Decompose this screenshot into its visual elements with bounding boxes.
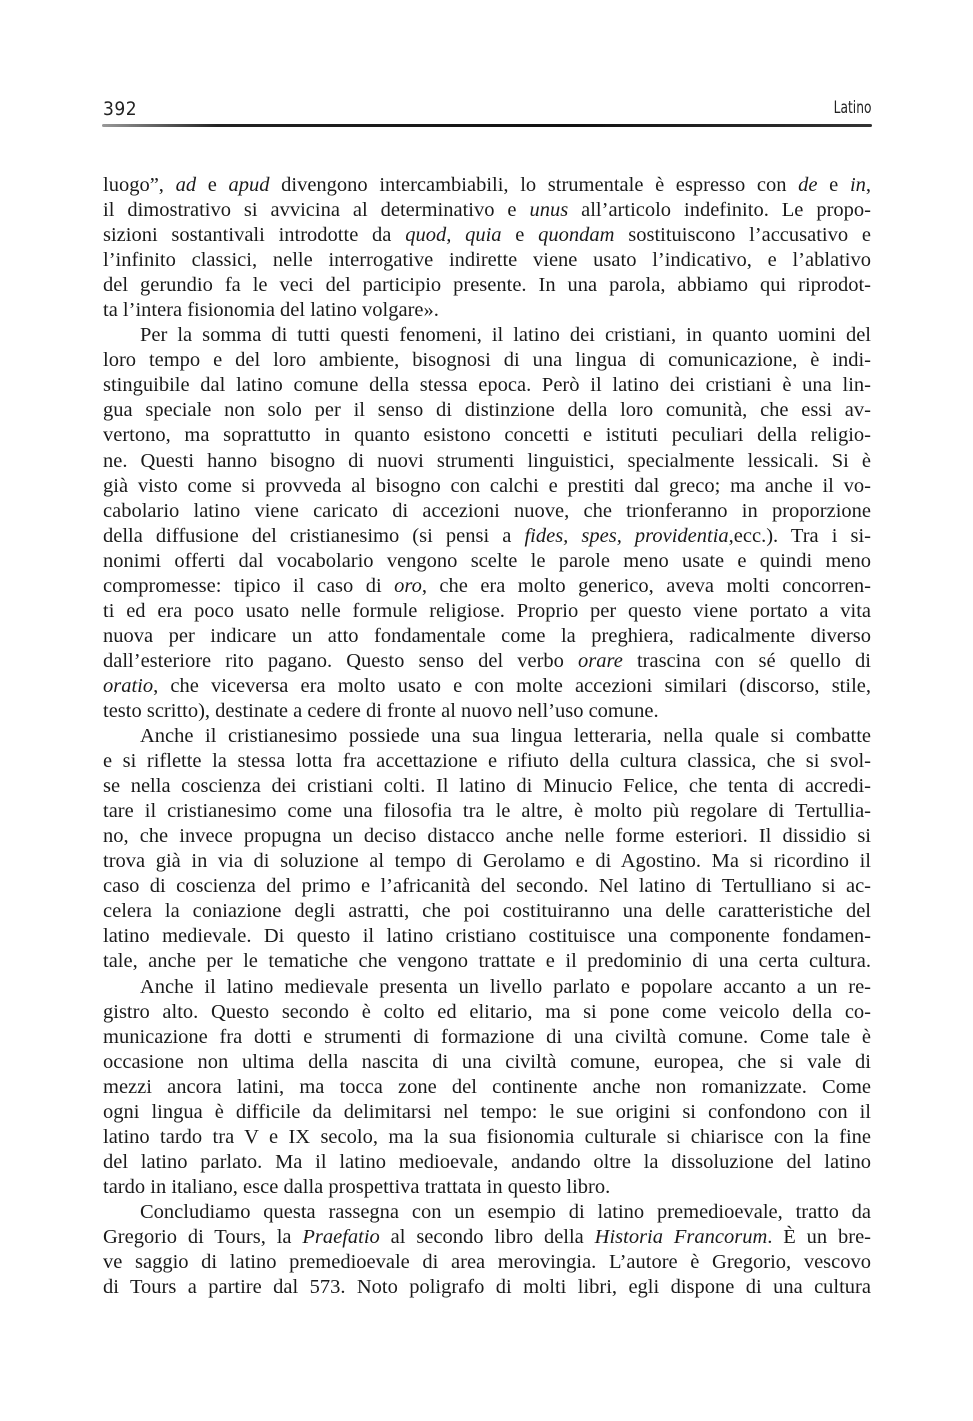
text-run: del latino parlato. Ma il latino medioevale, andando oltre la dissoluzione del latino [103, 1150, 871, 1173]
text-run: gistro alto. Questo secondo è colto ed elitario, ma si pone come veicolo della co- [103, 1000, 871, 1023]
page-number: 392 [103, 98, 138, 120]
text-line-content [103, 449, 871, 474]
italic-term: quondam [538, 224, 615, 247]
text-line-content [103, 599, 871, 624]
text-line [103, 348, 871, 373]
text-run: Gregorio di Tours, la [103, 1225, 303, 1248]
text-run: Per la somma di tutti questi fenomeni, il latino dei cristiani, in quanto uomini del [140, 324, 871, 347]
header-rule [102, 124, 872, 127]
text-line [103, 474, 871, 499]
text-run: , [865, 174, 871, 196]
italic-term: Praefatio [302, 1225, 380, 1248]
text-line-content [103, 549, 871, 574]
text-line [103, 298, 871, 323]
text-line [103, 924, 871, 949]
text-line [103, 499, 871, 524]
text-line-content [103, 273, 871, 298]
text-run: gua speciale non solo per il senso di distinzione della loro comunità, che essi av- [103, 399, 871, 422]
text-line-content [103, 348, 871, 373]
text-line [103, 223, 871, 248]
text-line [103, 1200, 871, 1225]
text-line [103, 1225, 871, 1250]
text-line [103, 899, 871, 924]
text-line [103, 323, 871, 348]
text-line [103, 1250, 871, 1275]
text-run: Concludiamo questa rassegna con un esempio di latino premedioevale, tratto da [140, 1200, 871, 1223]
text-line [103, 975, 871, 1000]
text-run: ne. Questi hanno bisogno di nuovi strumenti linguistici, specialmente lessicali. Si è [103, 449, 871, 472]
text-line-content [103, 499, 871, 524]
text-run: vertono, ma soprattutto in quanto esistono concetti e istituti peculiari della religio- [103, 424, 871, 447]
text-line [103, 248, 871, 273]
text-line [103, 1150, 871, 1175]
text-line-content [103, 1225, 871, 1250]
text-line-content [103, 1125, 871, 1150]
text-line-content [140, 975, 871, 1000]
text-line [103, 874, 871, 899]
text-run: al secondo libro della [379, 1225, 595, 1248]
text-line-content [103, 1025, 871, 1050]
text-run: testo scritto), destinate a cedere di fronte al nuovo nell’uso comune. [103, 699, 659, 722]
text-run: latino medievale. Di questo il latino cristiano costituisce una componente fondamen- [103, 925, 871, 948]
italic-term: orare [578, 649, 623, 672]
text-run: l’infinito classici, nelle interrogative indirette viene usato l’indicativo, e l’ablativo [103, 249, 871, 272]
text-line [103, 1275, 871, 1300]
italic-term: oro [394, 574, 422, 597]
text-run: , che era molto generico, aveva molti concorren- [421, 574, 871, 597]
text-run: tardo in italiano, esce dalla prospettiva trattata in questo libro. [103, 1175, 611, 1198]
text-run: no, che invece propugna un deciso distacco anche nelle forme esteriori. Il dissidio si [103, 825, 871, 848]
text-line-content [103, 524, 871, 549]
text-run: cabolario latino viene caricato di accezioni nuove, che trionferanno in proporzione [103, 499, 871, 522]
text-line-content [103, 1050, 871, 1075]
text-run: sostituiscono l’accusativo e [614, 224, 871, 247]
text-line-content [103, 1275, 871, 1300]
italic-term: de [798, 174, 818, 196]
text-line [103, 1075, 871, 1100]
italic-term: unus [529, 199, 569, 222]
text-run: dall’esteriore rito pagano. Questo senso del verbo [103, 649, 579, 672]
text-run: celera la coniazione degli astratti, che poi costituiranno una delle caratteristiche del [103, 900, 871, 923]
text-run: Anche il latino medievale presenta un livello parlato e popolare accanto a un re- [140, 975, 871, 998]
text-line [103, 699, 871, 724]
text-line [103, 574, 871, 599]
text-run: ,ecc.). Tra i si- [728, 524, 871, 547]
text-run: e [817, 174, 850, 196]
text-line [103, 674, 871, 699]
text-line [103, 1175, 871, 1200]
text-line-content [103, 1150, 871, 1175]
text-run: della diffusione del cristianesimo (si pensi a [103, 524, 525, 547]
text-run: ve saggio di latino premedioevale di area merovingia. L’autore è Gregorio, vescovo [103, 1251, 871, 1274]
text-run: sizioni sostantivali introdotte da [103, 224, 406, 247]
text-run: e [196, 174, 229, 196]
text-line [103, 449, 871, 474]
text-line [103, 1050, 871, 1075]
text-line-content [103, 423, 871, 448]
text-run: ta l’intera fisionomia del latino volgare». [103, 299, 439, 322]
text-run: trascina con sé quello di [622, 649, 871, 672]
text-line [103, 749, 871, 774]
text-run: latino tardo tra V e IX secolo, ma la sua fisionomia culturale si chiarisce con la fine [103, 1125, 871, 1148]
text-line-content [103, 924, 871, 949]
text-line [103, 273, 871, 298]
text-line-content [103, 248, 871, 273]
text-line [103, 398, 871, 423]
text-line [103, 173, 871, 198]
text-line-content [103, 674, 871, 699]
text-line [103, 1100, 871, 1125]
text-run: di Tours a partire dal 573. Noto poligrafo di molti libri, egli dispone di una cultura [103, 1276, 871, 1299]
text-line [103, 373, 871, 398]
italic-term: oratio [103, 674, 154, 697]
text-line-content [103, 824, 871, 849]
text-line [103, 423, 871, 448]
text-run: occasione non ultima della nascita di una civiltà comune, europea, che si vale di [103, 1050, 871, 1073]
text-line [103, 649, 871, 674]
text-run: Anche il cristianesimo possiede una sua lingua letteraria, nella quale si combatte [140, 725, 871, 748]
text-line-content [103, 373, 871, 398]
italic-term: Historia Francorum [594, 1225, 768, 1248]
text-line [103, 624, 871, 649]
text-line [103, 949, 871, 974]
body-text [103, 173, 871, 1300]
text-line-content [103, 574, 871, 599]
text-line-content [103, 173, 871, 198]
text-line-content [103, 1100, 871, 1125]
text-run: caso di coscienza del primo e l’africanità del secondo. Nel latino di Tertulliano si ac- [103, 875, 871, 898]
running-title: Latino [833, 98, 871, 118]
text-run: trova già in via di soluzione al tempo di Gerolamo e di Agostino. Ma si ricordino il [103, 850, 871, 873]
text-line-content [103, 649, 871, 674]
text-line-content [103, 1175, 871, 1200]
text-line-content [103, 1000, 871, 1025]
text-run: nonimi offerti dal vocabolario vengono scelte le parole meno usate e quindi meno [103, 549, 871, 572]
text-line [103, 524, 871, 549]
text-line [103, 799, 871, 824]
text-line-content [103, 223, 871, 248]
text-run: il dimostrativo si avvicina al determinativo e [103, 199, 530, 222]
text-line-content [140, 323, 871, 348]
text-run: se nella coscienza dei cristiani colti. Il latino di Minucio Felice, che tenta di accredi- [103, 775, 871, 798]
text-run: del gerundio fa le veci del participio presente. In una parola, abbiamo qui riprodot- [103, 274, 871, 297]
text-run: loro tempo e del loro ambiente, bisognosi di una lingua di comunicazione, è indi- [103, 349, 871, 372]
text-line-content [103, 774, 871, 799]
text-run: e si riflette la stessa lotta fra accettazione e rifiuto della cultura classica, che si svol- [103, 750, 871, 773]
text-line-content [103, 298, 871, 323]
text-run: , che viceversa era molto usato e con molte accezioni similari (discorso, stile, [153, 674, 871, 697]
text-line [103, 198, 871, 223]
text-run: tale, anche per le tematiche che vengono trattate e il predominio di una certa cultura. [103, 950, 871, 973]
text-run: divengono intercambiabili, lo strumentale è espresso con [269, 174, 799, 196]
text-run: compromesse: tipico il caso di [103, 574, 395, 597]
text-line-content [103, 1250, 871, 1275]
text-run: stinguibile dal latino comune della stessa epoca. Però il latino dei cristiani è una lin- [103, 374, 871, 397]
text-run: luogo”, [103, 174, 176, 196]
text-line-content [103, 624, 871, 649]
text-line-content [103, 874, 871, 899]
text-run: . È un bre- [767, 1225, 871, 1248]
text-line-content [103, 949, 871, 974]
text-line-content [103, 699, 871, 724]
text-line [103, 549, 871, 574]
text-run: nuova per indicare un atto fondamentale come la preghiera, radicalmente diverso [103, 624, 871, 647]
text-line-content [103, 749, 871, 774]
text-line-content [103, 474, 871, 499]
text-run: ti ed era poco usato nelle formule religiose. Proprio per questo viene portato a vita [103, 599, 871, 622]
italic-term: fides, spes, providentia [524, 524, 729, 547]
text-line-content [140, 724, 871, 749]
text-line [103, 599, 871, 624]
text-line [103, 1000, 871, 1025]
italic-term: apud [228, 174, 270, 196]
text-line-content [103, 1075, 871, 1100]
text-line [103, 1025, 871, 1050]
italic-term: quod, quia [405, 224, 502, 247]
text-line-content [140, 1200, 871, 1225]
text-line [103, 724, 871, 749]
text-line [103, 824, 871, 849]
text-run: tare il cristianesimo come una filosofia tra le altre, è molto più regolare di Tertullia- [103, 800, 871, 823]
text-line [103, 1125, 871, 1150]
text-line-content [103, 849, 871, 874]
italic-term: ad [175, 174, 197, 196]
text-line-content [103, 398, 871, 423]
text-run: all’articolo indefinito. Le propo- [568, 199, 871, 222]
text-run: e [501, 224, 539, 247]
text-line-content [103, 198, 871, 223]
text-run: mezzi ancora latini, ma tocca zone del continente anche non romanizzate. Come [103, 1075, 871, 1098]
text-run: municazione fra dotti e strumenti di formazione di una civiltà comune. Come tale è [103, 1025, 871, 1048]
text-line-content [103, 899, 871, 924]
text-line [103, 774, 871, 799]
text-line-content [103, 799, 871, 824]
text-run: già visto come si provveda al bisogno con calchi e prestiti dal greco; ma anche il vo- [103, 474, 871, 497]
text-line [103, 849, 871, 874]
italic-term: in [849, 174, 866, 196]
text-run: ogni lingua è difficile da delimitarsi nel tempo: le sue origini si confondono con il [103, 1100, 871, 1123]
